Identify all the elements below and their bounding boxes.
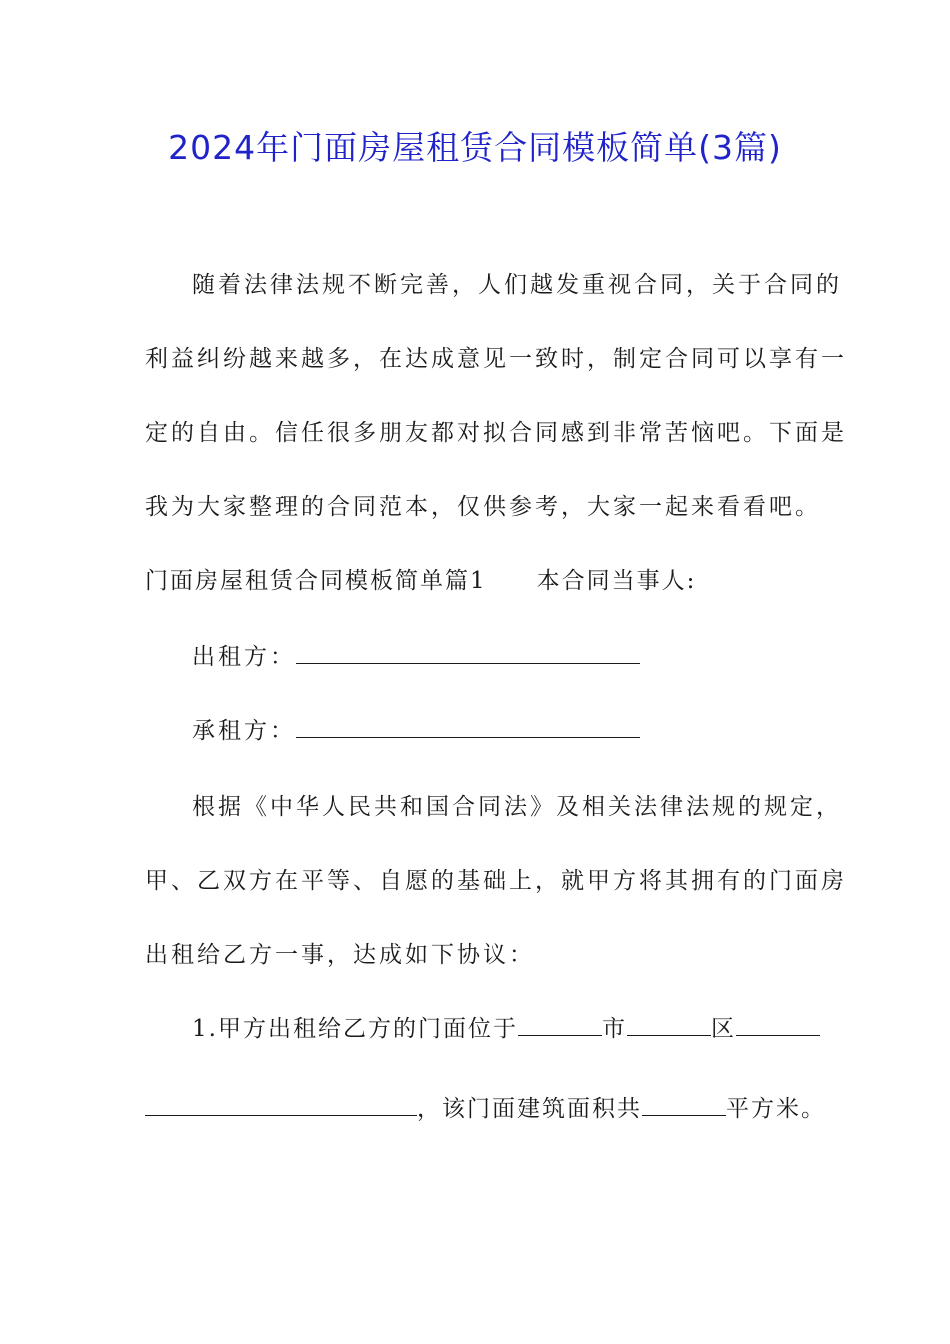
address-blank — [145, 1097, 417, 1116]
section-heading: 门面房屋租赁合同模板简单篇1 — [145, 568, 487, 594]
clause-1-text-b: ，该门面建筑面积共 — [417, 1096, 642, 1122]
lessor-blank — [296, 645, 640, 664]
lessee-blank — [296, 719, 640, 738]
section-heading-line — [145, 566, 696, 596]
clause-1-unit: 平方米。 — [726, 1096, 826, 1122]
intro-line-3: 定的自由。信任很多朋友都对拟合同感到非常苦恼吧。下面是 — [145, 420, 847, 446]
clause-1-text-a: 1.甲方出租给乙方的门面位于 — [192, 1016, 518, 1042]
basis-line-3: 出租给乙方一事，达成如下协议： — [145, 942, 535, 968]
clause-1-district: 区 — [710, 1016, 736, 1042]
intro-line-2: 利益纠纷越来越多，在达成意见一致时，制定合同可以享有一 — [145, 346, 847, 372]
city-blank — [518, 1017, 602, 1036]
lessor-line — [192, 642, 640, 672]
lessee-line — [192, 716, 640, 746]
document-title: 2024年门面房屋租赁合同模板简单(3篇) — [168, 128, 782, 167]
clause-1-city: 市 — [601, 1016, 627, 1042]
street-blank — [736, 1017, 820, 1036]
intro-line-4: 我为大家整理的合同范本，仅供参考，大家一起来看看吧。 — [145, 494, 821, 520]
basis-line-1: 根据《中华人民共和国合同法》及相关法律法规的规定， — [192, 794, 842, 820]
lessee-label: 承租方： — [192, 718, 296, 744]
parties-label: 本合同当事人: — [536, 568, 697, 594]
area-blank — [642, 1097, 726, 1116]
lessor-label: 出租方： — [192, 644, 296, 670]
district-blank — [627, 1017, 711, 1036]
intro-line-1: 随着法律法规不断完善，人们越发重视合同，关于合同的 — [192, 272, 842, 298]
clause-1-line-2 — [145, 1094, 826, 1124]
basis-line-2: 甲、乙双方在平等、自愿的基础上，就甲方将其拥有的门面房 — [145, 868, 847, 894]
clause-1-line-1 — [192, 1014, 820, 1044]
